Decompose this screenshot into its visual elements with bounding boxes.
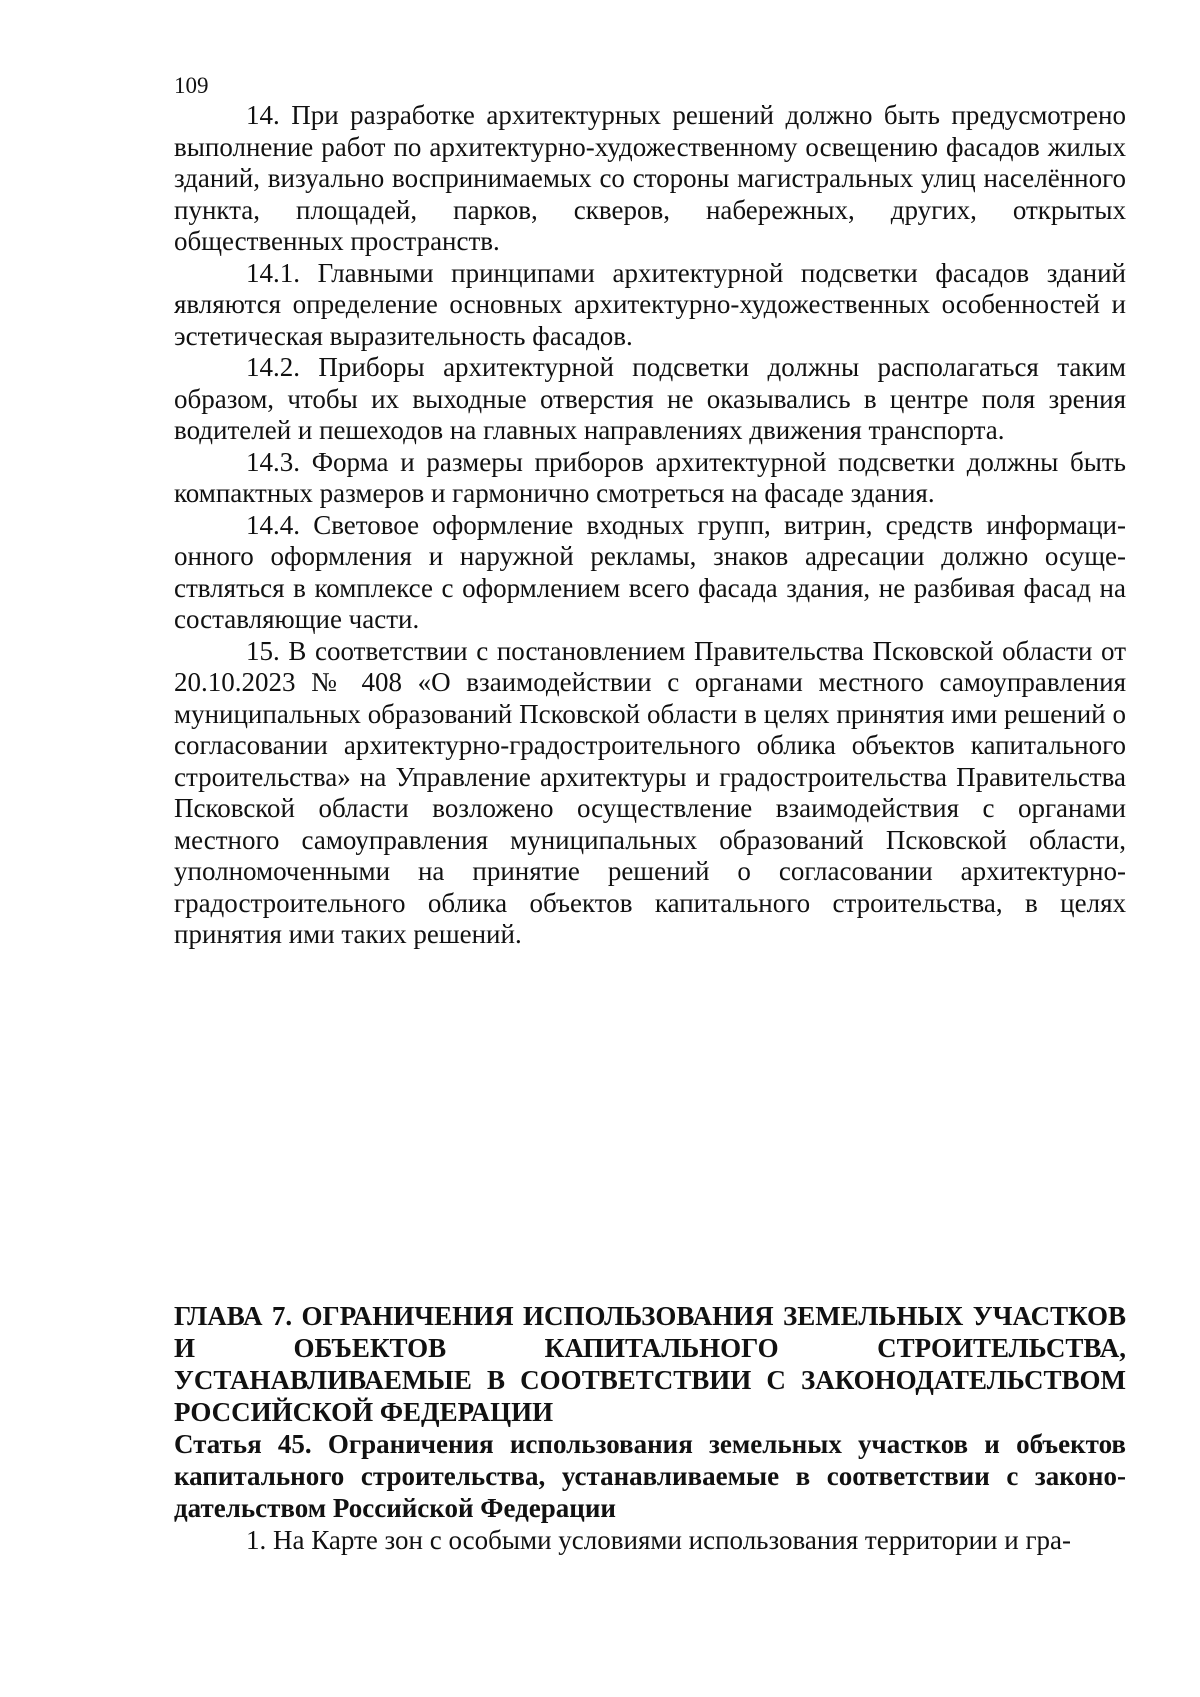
paragraph-15: 15. В соответствии с постановлением Правительства Псковской области от 20.10.2023 № 408 «О взаимодействии с органами местного самоуправления муниципальных образований Псковской области в целях принятия ими решений о согласовании архитектурно-градостроительного облика объектов капитального строительства» на Управление архитектуры и градостроительства Правительства Псковской области возложено осуществление взаимодействия с органами местного самоуправления муниципальных образований Псковской области, уполномоченными на принятие решений о согласовании архитектурно-градостроительного облика объектов капитального строительства, в целях принятия ими таких решений. bbox=[174, 635, 1126, 949]
paragraph-14-1: 14.1. Главными принципами архитектурной подсветки фасадов зданий являются определение основных архитектурно-художественных особенностей и эстетическая выразительность фасадов. bbox=[174, 257, 1126, 351]
paragraph-article-1: 1. На Карте зон с особыми условиями использования территории и гра- bbox=[246, 1525, 1072, 1555]
article-title: Статья 45. Ограничения использования земельных участков и объектов капитального строительства, устанавливаемые в соответствии с законодательством Российской Федерации bbox=[174, 1429, 1126, 1523]
paragraph-14: 14. При разработке архитектурных решений должно быть предусмотрено выполнение работ по архитектурно-художественному освещению фасадов жилых зданий, визуально воспринимаемых со стороны магистральных улиц населённого пункта, площадей, парков, скверов, набережных, других, открытых общественных пространств. bbox=[174, 100, 1126, 256]
paragraph-14-3: 14.3. Форма и размеры приборов архитектурной подсветки должны быть компактных размеров и гармонично смотреться на фасаде здания. bbox=[174, 446, 1126, 508]
paragraph-14-4: 14.4. Световое оформление входных групп, витрин, средств информационного оформления и наружной рекламы, знаков адресации должно осуществляться в комплексе с оформлением всего фасада здания, не разбивая фасад на составляющие части. bbox=[174, 509, 1126, 634]
chapter-section bbox=[174, 1300, 1126, 1556]
page-number: 109 bbox=[174, 73, 209, 98]
chapter-title: ГЛАВА 7. ОГРАНИЧЕНИЯ ИСПОЛЬЗОВАНИЯ ЗЕМЕЛЬНЫХ УЧАСТКОВ И ОБЪЕКТОВ КАПИТАЛЬНОГО СТРОИТЕЛЬСТВА, УСТАНАВЛИВАЕМЫЕ В СООТВЕТСТВИИ С ЗАКОНОДАТЕЛЬСТВОМ РОССИЙСКОЙ ФЕДЕРАЦИИ bbox=[174, 1301, 1126, 1427]
body-text bbox=[174, 100, 1126, 951]
paragraph-14-2: 14.2. Приборы архитектурной подсветки должны располагаться таким образом, чтобы их выходные отверстия не оказывались в центре поля зрения водителей и пешеходов на главных направлениях движения транспорта. bbox=[174, 352, 1126, 445]
